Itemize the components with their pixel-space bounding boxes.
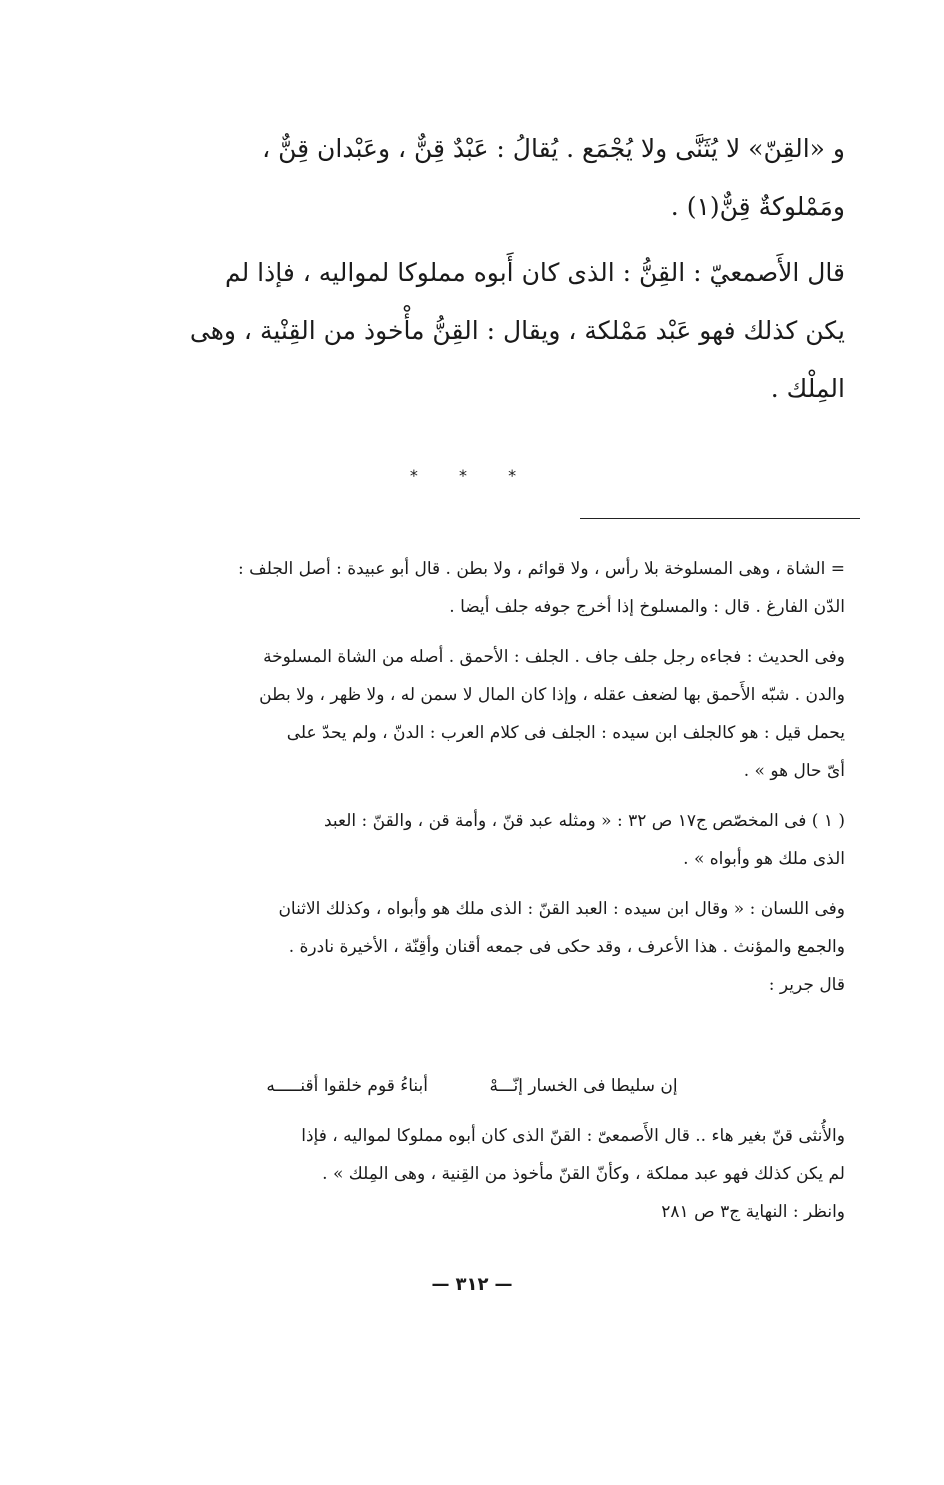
text-line: والدن . شبّه الأَحمق بها لضعف عقله ، وإذا كان المال لا سمن له ، ولا ظهر ، ولا بطن: [259, 685, 845, 705]
main-paragraph-1: [130, 120, 845, 236]
text-line: و «القِنّ» لا يُثَنَّى ولا يُجْمَع . يُقالُ : عَبْدٌ قِنٌّ ، وعَبْدان قِنٌّ ،: [262, 134, 845, 163]
footnote-1: [130, 802, 845, 878]
main-text: [130, 120, 845, 418]
text-line: قال الأَصمعيّ : القِنُّ : الذى كان أَبوه مملوكا لمواليه ، فإذا لم: [224, 258, 845, 287]
poetry-verse: [0, 1067, 944, 1105]
footnote-divider: [580, 518, 860, 519]
verse-hemistich-second: أبناءُ قوم خلقوا أقنـــــه: [266, 1076, 429, 1096]
footnote-paragraph: [130, 890, 845, 1004]
text-line: والجمع والمؤنث . هذا الأعرف ، وقد حكى فى جمعه أقنان وأقِنّة ، الأخيرة نادرة .: [288, 937, 845, 957]
footnote-paragraph: [130, 638, 845, 790]
text-line: ( ١ ) فى المخصّص ج١٧ ص ٣٢ : « ومثله عبد قنّ ، وأمة قن ، والقنّ : العبد: [323, 811, 845, 831]
footnote-paragraph: [130, 1117, 845, 1231]
text-line: يحمل قيل : هو كالجلف ابن سيده : الجلف فى كلام العرب : الدنّ ، ولم يحدّ على: [286, 723, 845, 743]
section-separator: * * *: [409, 466, 535, 485]
text-line: الذى ملك هو وأبواه » .: [683, 849, 845, 869]
text-line: يكن كذلك فهو عَبْد مَمْلكة ، ويقال : القِنُّ مأْخوذ من القِنْية ، وهى: [189, 316, 845, 345]
text-line: المِلْك .: [770, 374, 845, 403]
dash-right: —: [494, 1274, 513, 1295]
text-line: أىّ حال هو » .: [743, 761, 845, 781]
footnotes-bottom: [130, 1117, 845, 1231]
text-line: وانظر : النهاية ج٣ ص ٢٨١: [661, 1202, 845, 1222]
text-line: وفى اللسان : « وقال ابن سيده : العبد القنّ : الذى ملك هو وأبواه ، وكذلك الاثنان: [278, 899, 845, 919]
main-paragraph-2: [130, 244, 845, 418]
text-line: = الشاة ، وهى المسلوخة بلا رأس ، ولا قوائم ، ولا بطن . قال أبو عبيدة : أصل الجلف :: [238, 559, 845, 579]
footnote-paragraph: [130, 550, 845, 626]
page-number: [0, 1274, 944, 1295]
text-line: وفى الحديث : فجاءه رجل جلف جاف . الجلف : الأحمق . أصله من الشاة المسلوخة: [263, 647, 845, 667]
text-line: ومَمْلوكةٌ قِنٌّ(١) .: [670, 192, 845, 221]
footnotes-top: [130, 550, 845, 1004]
dash-left: —: [431, 1274, 450, 1295]
text-line: قال جرير :: [768, 975, 845, 995]
text-line: والأُنثى قنّ بغير هاء .. قال الأَصمعىّ : القنّ الذى كان أبوه مملوكا لمواليه ، فإذا: [301, 1126, 845, 1146]
text-line: الدّن الفارغ . قال : والمسلوخ إذا أخرج جوفه جلف أيضا .: [449, 597, 845, 617]
page-number-value: ٣١٢: [455, 1274, 489, 1295]
text-line: لم يكن كذلك فهو عبد مملكة ، وكأنّ القنّ مأخوذ من القِنية ، وهى المِلك » .: [322, 1164, 845, 1184]
verse-hemistich-first: إن سليطا فى الخسار إنّـــهْ: [489, 1076, 678, 1096]
